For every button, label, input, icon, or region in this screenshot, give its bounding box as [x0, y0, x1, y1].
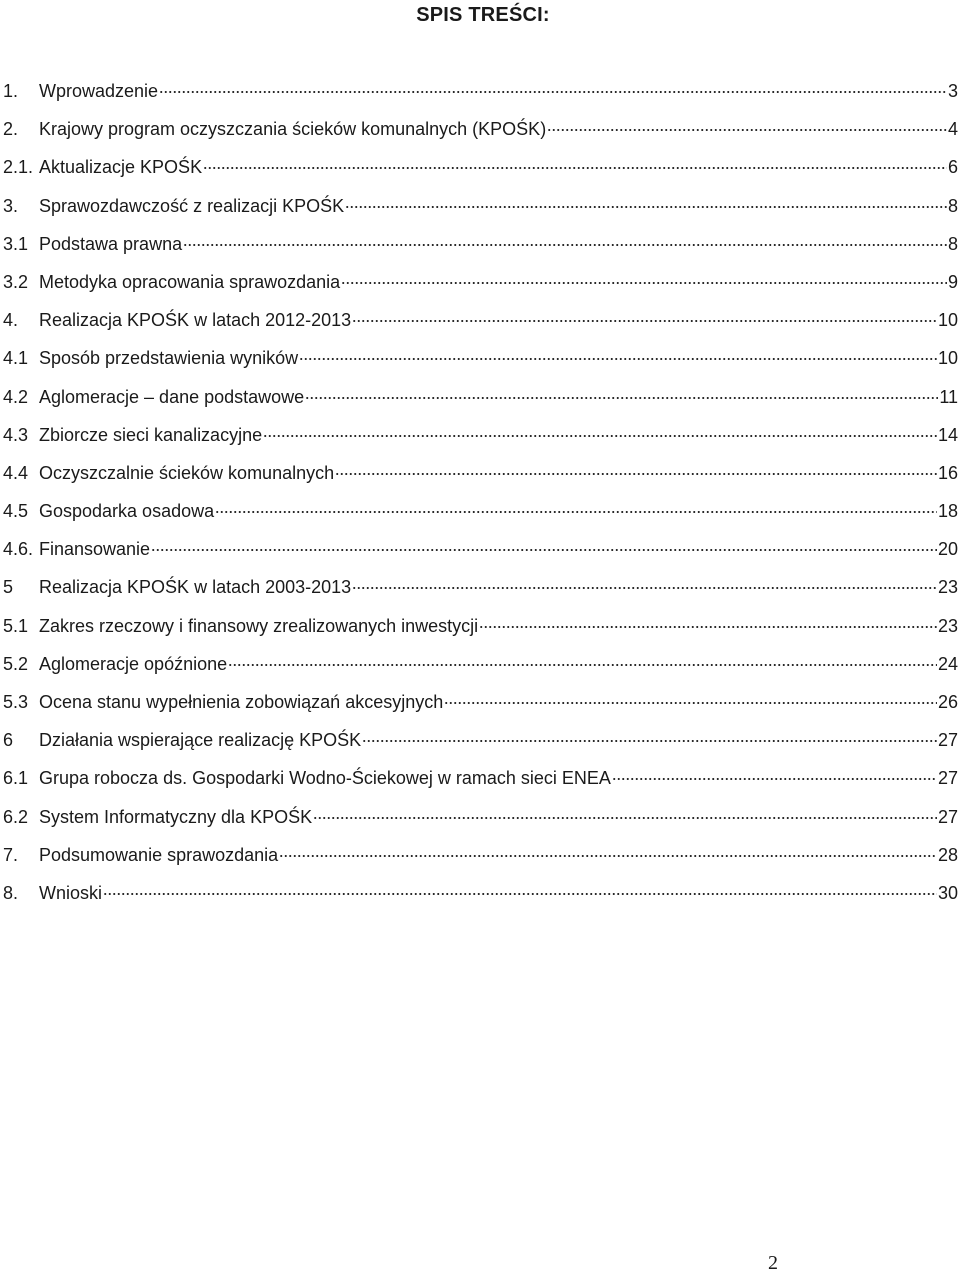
- toc-entry[interactable]: [3, 682, 958, 720]
- table-of-contents: [3, 71, 958, 911]
- toc-entry-number: 6.2: [3, 806, 29, 827]
- toc-entry-page: 18: [937, 501, 958, 522]
- toc-entry[interactable]: [3, 224, 958, 262]
- dot-leader: [479, 606, 937, 632]
- dot-leader: [352, 300, 937, 326]
- toc-entry-number: 4.5: [3, 501, 29, 522]
- toc-entry-number: 4.2: [3, 386, 29, 407]
- toc-entry[interactable]: [3, 453, 958, 491]
- toc-entry[interactable]: [3, 377, 958, 415]
- toc-entry[interactable]: [3, 300, 958, 338]
- toc-entry-page: 10: [937, 310, 958, 331]
- toc-entry-title: Podsumowanie sprawozdania: [39, 844, 279, 865]
- toc-entry[interactable]: [3, 758, 958, 796]
- toc-entry[interactable]: [3, 262, 958, 300]
- toc-entry-title: Aglomeracje opóźnione: [39, 653, 228, 674]
- dot-leader: [228, 644, 937, 670]
- toc-entry[interactable]: [3, 797, 958, 835]
- toc-entry-page: 9: [947, 271, 958, 292]
- dot-leader: [352, 567, 937, 593]
- dot-leader: [151, 529, 937, 555]
- toc-entry[interactable]: [3, 186, 958, 224]
- toc-entry-title: Finansowanie: [39, 539, 151, 560]
- toc-entry[interactable]: [3, 720, 958, 758]
- toc-entry-title: Grupa robocza ds. Gospodarki Wodno-Ściekowej w ramach sieci ENEA: [39, 768, 611, 789]
- toc-entry-page: 14: [937, 424, 958, 445]
- toc-entry-number: 4.6.: [3, 539, 34, 560]
- toc-entry[interactable]: [3, 491, 958, 529]
- toc-entry-number: 5.2: [3, 653, 29, 674]
- toc-entry-page: 3: [947, 81, 958, 101]
- toc-entry-title: Sposób przedstawienia wyników: [39, 348, 299, 369]
- dot-leader: [335, 453, 937, 479]
- dot-leader: [341, 262, 947, 288]
- toc-entry-number: 3.2: [3, 271, 29, 292]
- toc-entry-number: 3.1: [3, 233, 29, 254]
- toc-entry-number: 4.4: [3, 462, 29, 483]
- toc-entry-page: 23: [937, 577, 958, 598]
- toc-entry-page: 8: [947, 233, 958, 254]
- toc-entry-title: Zbiorcze sieci kanalizacyjne: [39, 424, 263, 445]
- toc-entry-title: Wprowadzenie: [39, 81, 159, 101]
- toc-entry-number: 5.3: [3, 692, 29, 712]
- toc-entry-title: Zakres rzeczowy i finansowy zrealizowanych inwestycji: [39, 615, 479, 636]
- toc-entry-number: 6.1: [3, 768, 29, 789]
- toc-entry-page: 23: [937, 615, 958, 636]
- toc-entry-title: Gospodarka osadowa: [39, 501, 215, 522]
- dot-leader: [103, 873, 937, 899]
- toc-entry[interactable]: [3, 835, 958, 873]
- toc-entry-page: 27: [937, 730, 958, 751]
- toc-entry-title: Podstawa prawna: [39, 233, 183, 254]
- toc-entry-page: 30: [937, 882, 958, 903]
- toc-entry-title: Krajowy program oczyszczania ścieków komunalnych (KPOŚK): [39, 119, 547, 140]
- toc-entry-page: 6: [947, 157, 958, 178]
- toc-entry[interactable]: [3, 109, 958, 147]
- toc-entry[interactable]: [3, 567, 958, 605]
- toc-entry-number: 5: [3, 577, 14, 598]
- dot-leader: [203, 147, 947, 173]
- toc-entry-number: 4.1: [3, 348, 29, 369]
- toc-entry-page: 16: [937, 462, 958, 483]
- toc-entry-number: 6: [3, 730, 14, 751]
- toc-entry-page: 28: [937, 844, 958, 865]
- dot-leader: [183, 224, 947, 250]
- toc-entry-page: 26: [937, 692, 958, 712]
- dot-leader: [612, 758, 937, 784]
- toc-entry[interactable]: [3, 415, 958, 453]
- dot-leader: [345, 186, 947, 212]
- toc-entry-title: Aglomeracje – dane podstawowe: [39, 386, 305, 407]
- toc-entry[interactable]: [3, 529, 958, 567]
- toc-entry-page: 27: [937, 806, 958, 827]
- toc-entry-title: Wnioski: [39, 882, 103, 903]
- toc-entry-number: 4.: [3, 310, 19, 331]
- dot-leader: [279, 835, 937, 861]
- toc-entry-number: 2.: [3, 119, 19, 140]
- toc-entry[interactable]: [3, 873, 958, 911]
- toc-entry-title: Działania wspierające realizację KPOŚK: [39, 730, 362, 751]
- page-title: SPIS TREŚCI:: [416, 4, 550, 26]
- toc-entry-number: 7.: [3, 844, 19, 865]
- dot-leader: [263, 415, 937, 441]
- toc-entry[interactable]: [3, 606, 958, 644]
- toc-entry-number: 4.3: [3, 424, 29, 445]
- toc-entry-page: 11: [939, 386, 958, 407]
- toc-entry-title: Metodyka opracowania sprawozdania: [39, 271, 341, 292]
- dot-leader: [299, 338, 937, 364]
- toc-entry-number: 5.1: [3, 615, 29, 636]
- toc-entry[interactable]: [3, 71, 958, 109]
- toc-entry-page: 4: [947, 119, 958, 140]
- toc-entry[interactable]: [3, 338, 958, 376]
- toc-entry-page: 24: [937, 653, 958, 674]
- toc-entry-title: Aktualizacje KPOŚK: [39, 157, 203, 178]
- toc-entry-title: System Informatyczny dla KPOŚK: [39, 806, 313, 827]
- toc-entry-title: Sprawozdawczość z realizacji KPOŚK: [39, 195, 345, 216]
- dot-leader: [313, 797, 937, 823]
- toc-entry-title: Ocena stanu wypełnienia zobowiązań akcesyjnych: [39, 692, 444, 712]
- toc-entry-page: 8: [947, 195, 958, 216]
- dot-leader: [305, 377, 938, 403]
- dot-leader: [444, 682, 937, 708]
- toc-entry-number: 1.: [3, 81, 19, 101]
- toc-entry-page: 10: [937, 348, 958, 369]
- toc-entry-title: Realizacja KPOŚK w latach 2003-2013: [39, 577, 352, 598]
- dot-leader: [159, 71, 947, 97]
- toc-entry-page: 27: [937, 768, 958, 789]
- toc-entry[interactable]: [3, 644, 958, 682]
- toc-entry-title: Oczyszczalnie ścieków komunalnych: [39, 462, 335, 483]
- dot-leader: [362, 720, 937, 746]
- toc-entry-number: 8.: [3, 882, 19, 903]
- page-number: 2: [768, 1252, 778, 1274]
- toc-entry-number: 3.: [3, 195, 19, 216]
- toc-entry[interactable]: [3, 147, 958, 185]
- toc-entry-page: 20: [937, 539, 958, 560]
- dot-leader: [215, 491, 937, 517]
- toc-entry-title: Realizacja KPOŚK w latach 2012-2013: [39, 310, 352, 331]
- toc-entry-number: 2.1.: [3, 157, 34, 178]
- dot-leader: [547, 109, 947, 135]
